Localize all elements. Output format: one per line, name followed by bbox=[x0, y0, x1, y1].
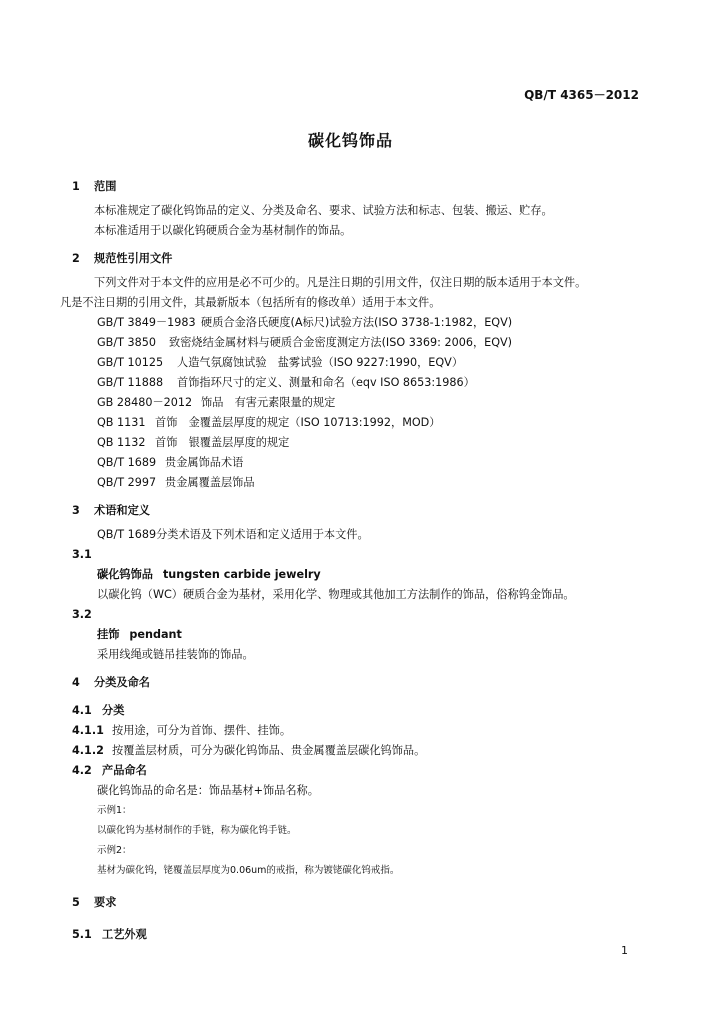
paragraph: 碳化钨饰品的命名是：饰品基材+饰品名称。 bbox=[97, 784, 319, 797]
term-definition: 采用线绳或链吊挂装饰的饰品。 bbox=[97, 648, 254, 661]
example-text: 基材为碳化钨，铑覆盖层厚度为0.06um的戒指，称为镀铑碳化钨戒指。 bbox=[97, 865, 400, 876]
term-english: pendant bbox=[129, 628, 182, 641]
reference-item bbox=[72, 373, 647, 393]
example-label: 示例2： bbox=[97, 845, 132, 856]
reference-code: QB/T 2997 bbox=[97, 476, 157, 489]
reference-code: GB/T 11888 bbox=[97, 376, 164, 389]
clause bbox=[72, 721, 647, 741]
document-body bbox=[60, 177, 647, 945]
term-heading bbox=[72, 565, 647, 585]
paragraph: 本标准适用于以碳化钨硬质合金为基材制作的饰品。 bbox=[94, 224, 352, 237]
section-number: 3 bbox=[72, 504, 80, 517]
section-2-heading bbox=[72, 249, 647, 269]
section-title: 规范性引用文件 bbox=[94, 252, 173, 265]
reference-item bbox=[72, 433, 647, 453]
standard-code: QB/T 4365－2012 bbox=[524, 88, 639, 102]
subsection-number: 5.1 bbox=[72, 928, 92, 941]
section-4-heading bbox=[72, 673, 647, 693]
paragraph: QB/T 1689分类术语及下列术语和定义适用于本文件。 bbox=[97, 528, 369, 541]
section-5-heading bbox=[72, 893, 647, 913]
section-1-heading bbox=[72, 177, 647, 197]
reference-title: 首饰 银覆盖层厚度的规定 bbox=[155, 436, 290, 449]
section-title: 范围 bbox=[94, 180, 117, 193]
reference-title: 首饰指环尺寸的定义、测量和命名（eqv ISO 8653:1986） bbox=[177, 376, 475, 389]
paragraph: 下列文件对于本文件的应用是必不可少的。凡是注日期的引用文件，仅注日期的版本适用于本文件。 bbox=[94, 276, 587, 289]
reference-code: QB 1131 bbox=[97, 416, 146, 429]
reference-title: 饰品 有害元素限量的规定 bbox=[201, 396, 336, 409]
term-definition: 以碳化钨（WC）硬质合金为基材，采用化学、物理或其他加工方法制作的饰品，俗称钨金饰品。 bbox=[97, 588, 575, 601]
subsection-heading bbox=[72, 701, 647, 721]
subsection-number: 4.1 bbox=[72, 704, 92, 717]
reference-title: 致密烧结金属材料与硬质合金密度测定方法(ISO 3369: 2006，EQV) bbox=[169, 336, 513, 349]
paragraph: 本标准规定了碳化钨饰品的定义、分类及命名、要求、试验方法和标志、包装、搬运、贮存。 bbox=[94, 204, 553, 217]
term-chinese: 碳化钨饰品 bbox=[97, 568, 153, 581]
section-title: 分类及命名 bbox=[94, 676, 150, 689]
subsection-heading bbox=[72, 925, 647, 945]
clause bbox=[72, 741, 647, 761]
reference-code: GB/T 3850 bbox=[97, 336, 156, 349]
term-english: tungsten carbide jewelry bbox=[162, 568, 321, 581]
reference-title: 硬质合金洛氏硬度(A标尺)试验方法(ISO 3738-1:1982，EQV) bbox=[201, 316, 513, 329]
reference-title: 人造气氛腐蚀试验 盐雾试验（ISO 9227:1990，EQV） bbox=[177, 356, 464, 369]
reference-code: GB/T 3849－1983 bbox=[97, 316, 196, 329]
reference-item bbox=[72, 393, 647, 413]
reference-item bbox=[72, 353, 647, 373]
subsection-heading bbox=[72, 761, 647, 781]
term-number: 3.1 bbox=[72, 548, 92, 561]
reference-code: QB/T 1689 bbox=[97, 456, 157, 469]
term-chinese: 挂饰 bbox=[97, 628, 120, 641]
reference-code: GB 28480－2012 bbox=[97, 396, 193, 409]
clause-text: 按覆盖层材质，可分为碳化钨饰品、贵金属覆盖层碳化钨饰品。 bbox=[112, 744, 426, 757]
reference-item bbox=[72, 313, 647, 333]
section-number: 2 bbox=[72, 252, 80, 265]
reference-item bbox=[72, 453, 647, 473]
reference-title: 首饰 金覆盖层厚度的规定（ISO 10713:1992，MOD） bbox=[155, 416, 441, 429]
term-heading bbox=[72, 625, 647, 645]
reference-item bbox=[72, 473, 647, 493]
subsection-number: 4.2 bbox=[72, 764, 92, 777]
subsection-title: 产品命名 bbox=[102, 764, 147, 777]
section-title: 术语和定义 bbox=[94, 504, 150, 517]
paragraph-continued: 凡是不注日期的引用文件，其最新版本（包括所有的修改单）适用于本文件。 bbox=[60, 296, 441, 309]
clause-number: 4.1.1 bbox=[72, 724, 104, 737]
section-title: 要求 bbox=[94, 896, 117, 909]
example-label: 示例1： bbox=[97, 805, 132, 816]
section-3-heading bbox=[72, 501, 647, 521]
document-title: 碳化钨饰品 bbox=[307, 131, 393, 150]
reference-code: QB 1132 bbox=[97, 436, 146, 449]
page-number: 1 bbox=[621, 944, 628, 957]
reference-title: 贵金属覆盖层饰品 bbox=[165, 476, 255, 489]
clause-text: 按用途，可分为首饰、摆件、挂饰。 bbox=[112, 724, 292, 737]
reference-title: 贵金属饰品术语 bbox=[165, 456, 244, 469]
example-text: 以碳化钨为基材制作的手链，称为碳化钨手链。 bbox=[97, 825, 297, 836]
section-number: 5 bbox=[72, 896, 80, 909]
section-number: 1 bbox=[72, 180, 80, 193]
subsection-title: 分类 bbox=[102, 704, 125, 717]
reference-item bbox=[72, 333, 647, 353]
subsection-title: 工艺外观 bbox=[102, 928, 147, 941]
reference-item bbox=[72, 413, 647, 433]
section-number: 4 bbox=[72, 676, 80, 689]
term-number: 3.2 bbox=[72, 608, 92, 621]
clause-number: 4.1.2 bbox=[72, 744, 104, 757]
reference-code: GB/T 10125 bbox=[97, 356, 164, 369]
